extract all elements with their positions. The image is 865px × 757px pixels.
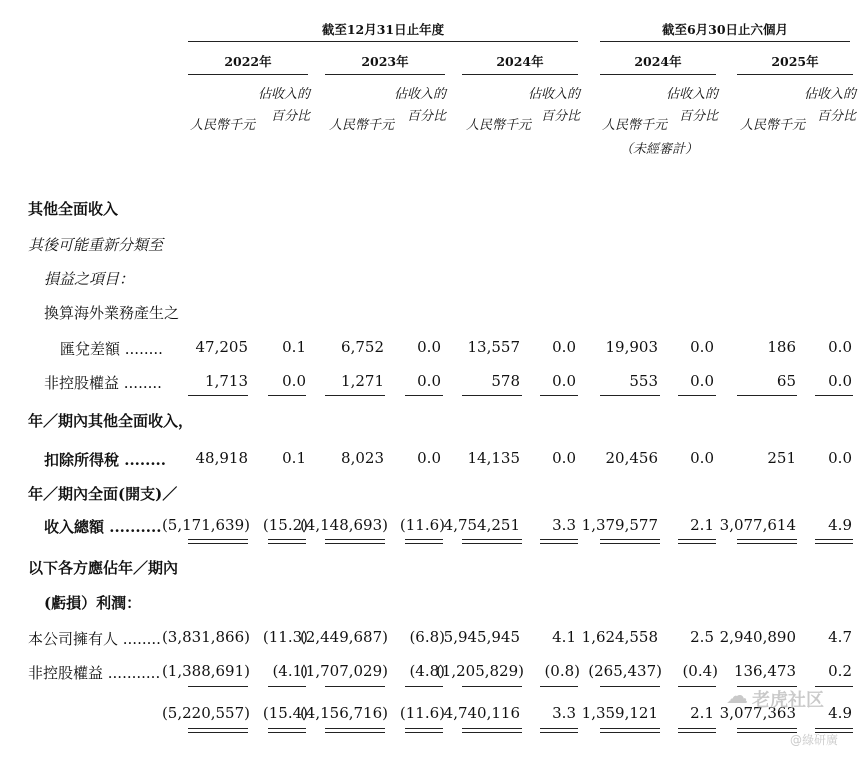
total-double-rule	[325, 539, 385, 544]
value-cell: (11.6)	[399, 516, 445, 534]
value-cell: 48,918	[195, 449, 248, 467]
value-cell: 0.0	[690, 372, 714, 390]
subtotal-rule	[678, 395, 716, 396]
subtotal-rule	[405, 395, 443, 396]
total-double-rule	[737, 728, 797, 733]
value-cell: 1,624,558	[581, 628, 658, 646]
total-double-rule	[325, 728, 385, 733]
unit-label: 人民幣千元	[466, 118, 532, 133]
unit-label: 人民幣千元	[740, 118, 806, 133]
header-annual-group: 截至12月31日止年度	[321, 22, 445, 37]
value-cell: 4,754,251	[443, 516, 520, 534]
value-cell: (11.6)	[399, 704, 445, 722]
subtotal-rule	[600, 686, 660, 687]
value-cell: (1,388,691)	[161, 662, 250, 680]
value-cell: 0.0	[690, 449, 714, 467]
value-cell: (6.8)	[409, 628, 445, 646]
value-cell: 136,473	[733, 662, 796, 680]
header-annual-rule	[188, 41, 578, 42]
value-cell: 2.1	[690, 704, 714, 722]
row-label-fx: 匯兌差額 ........	[60, 340, 163, 358]
value-cell: (0.8)	[544, 662, 580, 680]
subtotal-rule	[540, 686, 578, 687]
subtotal-rule	[325, 686, 385, 687]
value-cell: (265,437)	[588, 662, 662, 680]
row-label-owners: 本公司擁有人 ........	[28, 630, 161, 648]
value-cell: 2,940,890	[719, 628, 796, 646]
value-cell: 0.0	[282, 372, 306, 390]
year-rule-2024i	[600, 74, 716, 75]
value-cell: (15.4)	[262, 704, 308, 722]
total-double-rule	[540, 539, 578, 544]
value-cell: (3,831,866)	[161, 628, 250, 646]
value-cell: 553	[629, 372, 658, 390]
value-cell: 14,135	[467, 449, 520, 467]
pct-label: 佔收入的 百分比	[393, 87, 446, 124]
total-double-rule	[678, 539, 716, 544]
value-cell: 578	[491, 372, 520, 390]
value-cell: 0.0	[690, 338, 714, 356]
value-cell: 8,023	[341, 449, 384, 467]
year-2025: 2025年	[771, 54, 819, 69]
total-double-rule	[540, 728, 578, 733]
value-cell: (1,205,829)	[435, 662, 524, 680]
subtotal-rule	[815, 395, 853, 396]
total-double-rule	[188, 539, 248, 544]
subtotal-rule	[405, 686, 443, 687]
year-rule-2022	[188, 74, 308, 75]
row-label-reclass: 其後可能重新分類至	[28, 236, 164, 254]
value-cell: 1,271	[341, 372, 384, 390]
total-double-rule	[678, 728, 716, 733]
total-double-rule	[600, 728, 660, 733]
total-double-rule	[600, 539, 660, 544]
value-cell: (11.3)	[262, 628, 308, 646]
value-cell: 0.0	[552, 338, 576, 356]
year-2022: 2022年	[224, 54, 272, 69]
row-label-fx: 換算海外業務產生之	[44, 304, 180, 322]
value-cell: 19,903	[605, 338, 658, 356]
subtotal-rule	[325, 395, 385, 396]
unit-label: 人民幣千元	[190, 118, 256, 133]
row-label-nci: 非控股權益 ........	[44, 374, 162, 392]
watermark-brand: 老虎社区	[752, 690, 824, 711]
year-rule-2023	[325, 74, 445, 75]
row-label-nci2: 非控股權益 ...........	[28, 664, 161, 682]
value-cell: 4.9	[828, 704, 852, 722]
value-cell: 0.0	[552, 449, 576, 467]
total-double-rule	[462, 539, 522, 544]
value-cell: 0.1	[282, 449, 306, 467]
value-cell: 186	[767, 338, 796, 356]
total-double-rule	[405, 539, 443, 544]
value-cell: 1,379,577	[581, 516, 658, 534]
value-cell: 1,359,121	[581, 704, 658, 722]
subtotal-rule	[540, 395, 578, 396]
value-cell: 0.0	[828, 372, 852, 390]
row-label-attrib: 以下各方應佔年／期內	[28, 559, 179, 577]
value-cell: (5,171,639)	[161, 516, 250, 534]
year-2024-annual: 2024年	[496, 54, 544, 69]
value-cell: 0.0	[828, 338, 852, 356]
pct-label: 佔收入的 百分比	[257, 87, 310, 124]
pct-label: 佔收入的 百分比	[803, 87, 856, 124]
unit-label: 人民幣千元	[329, 118, 395, 133]
header-interim-group: 截至6月30日止六個月	[661, 22, 789, 37]
value-cell: (0.4)	[682, 662, 718, 680]
watermark-handle: @綠研廣	[790, 733, 839, 747]
value-cell: 13,557	[467, 338, 520, 356]
unit-label: 人民幣千元	[602, 118, 668, 133]
value-cell: 4,740,116	[443, 704, 520, 722]
value-cell: 0.0	[417, 372, 441, 390]
value-cell: (1,707,029)	[299, 662, 388, 680]
row-label-oci-net: 扣除所得稅 ........	[44, 451, 167, 469]
row-label-attrib: (虧損）利潤：	[44, 594, 142, 612]
value-cell: (4.1)	[272, 662, 308, 680]
year-2024-interim: 2024年	[634, 54, 682, 69]
total-double-rule	[188, 728, 248, 733]
subtotal-rule	[737, 395, 797, 396]
value-cell: (15.2)	[262, 516, 308, 534]
value-cell: 0.2	[828, 662, 852, 680]
total-double-rule	[268, 728, 306, 733]
value-cell: 65	[776, 372, 796, 390]
value-cell: 2.1	[690, 516, 714, 534]
subtotal-rule	[268, 686, 306, 687]
pct-label: 佔收入的 百分比	[527, 87, 580, 124]
row-label-oci-net: 年／期內其他全面收入，	[28, 412, 194, 430]
value-cell: 4.1	[552, 628, 576, 646]
value-cell: 0.0	[828, 449, 852, 467]
subtotal-rule	[462, 686, 522, 687]
subtotal-rule	[600, 395, 660, 396]
total-double-rule	[405, 728, 443, 733]
value-cell: 0.0	[417, 449, 441, 467]
pct-label: 佔收入的 百分比	[665, 87, 718, 124]
value-cell: 0.1	[282, 338, 306, 356]
subtotal-rule	[678, 686, 716, 687]
value-cell: 2.5	[690, 628, 714, 646]
value-cell: 3,077,614	[719, 516, 796, 534]
value-cell: (2,449,687)	[299, 628, 388, 646]
value-cell: 1,713	[205, 372, 248, 390]
row-label-total: 收入總額 ..........	[44, 518, 162, 536]
subtotal-rule	[188, 395, 248, 396]
value-cell: 0.0	[552, 372, 576, 390]
year-rule-2025	[737, 74, 853, 75]
value-cell: 3,077,363	[719, 704, 796, 722]
value-cell: 4.9	[828, 516, 852, 534]
unaudited-note: （未經審計）	[620, 142, 699, 157]
row-label-total: 年／期內全面(開支)／	[28, 485, 178, 503]
total-double-rule	[462, 728, 522, 733]
row-label-oci: 其他全面收入	[28, 200, 119, 218]
value-cell: 47,205	[195, 338, 248, 356]
row-label-reclass: 損益之項目：	[44, 270, 135, 288]
value-cell: (4,156,716)	[299, 704, 388, 722]
value-cell: 3.3	[552, 516, 576, 534]
subtotal-rule	[462, 395, 522, 396]
value-cell: 0.0	[417, 338, 441, 356]
value-cell: (4.8)	[409, 662, 445, 680]
subtotal-rule	[188, 686, 248, 687]
total-double-rule	[737, 539, 797, 544]
total-double-rule	[815, 539, 853, 544]
value-cell: 4.7	[828, 628, 852, 646]
value-cell: 5,945,945	[443, 628, 520, 646]
value-cell: 6,752	[341, 338, 384, 356]
header-interim-rule	[600, 41, 850, 42]
value-cell: (4,148,693)	[299, 516, 388, 534]
value-cell: 251	[767, 449, 796, 467]
subtotal-rule	[268, 395, 306, 396]
year-2023: 2023年	[361, 54, 409, 69]
year-rule-2024a	[462, 74, 578, 75]
total-double-rule	[268, 539, 306, 544]
value-cell: 3.3	[552, 704, 576, 722]
value-cell: (5,220,557)	[161, 704, 250, 722]
watermark-logo-icon: ☁	[726, 684, 748, 709]
value-cell: 20,456	[605, 449, 658, 467]
